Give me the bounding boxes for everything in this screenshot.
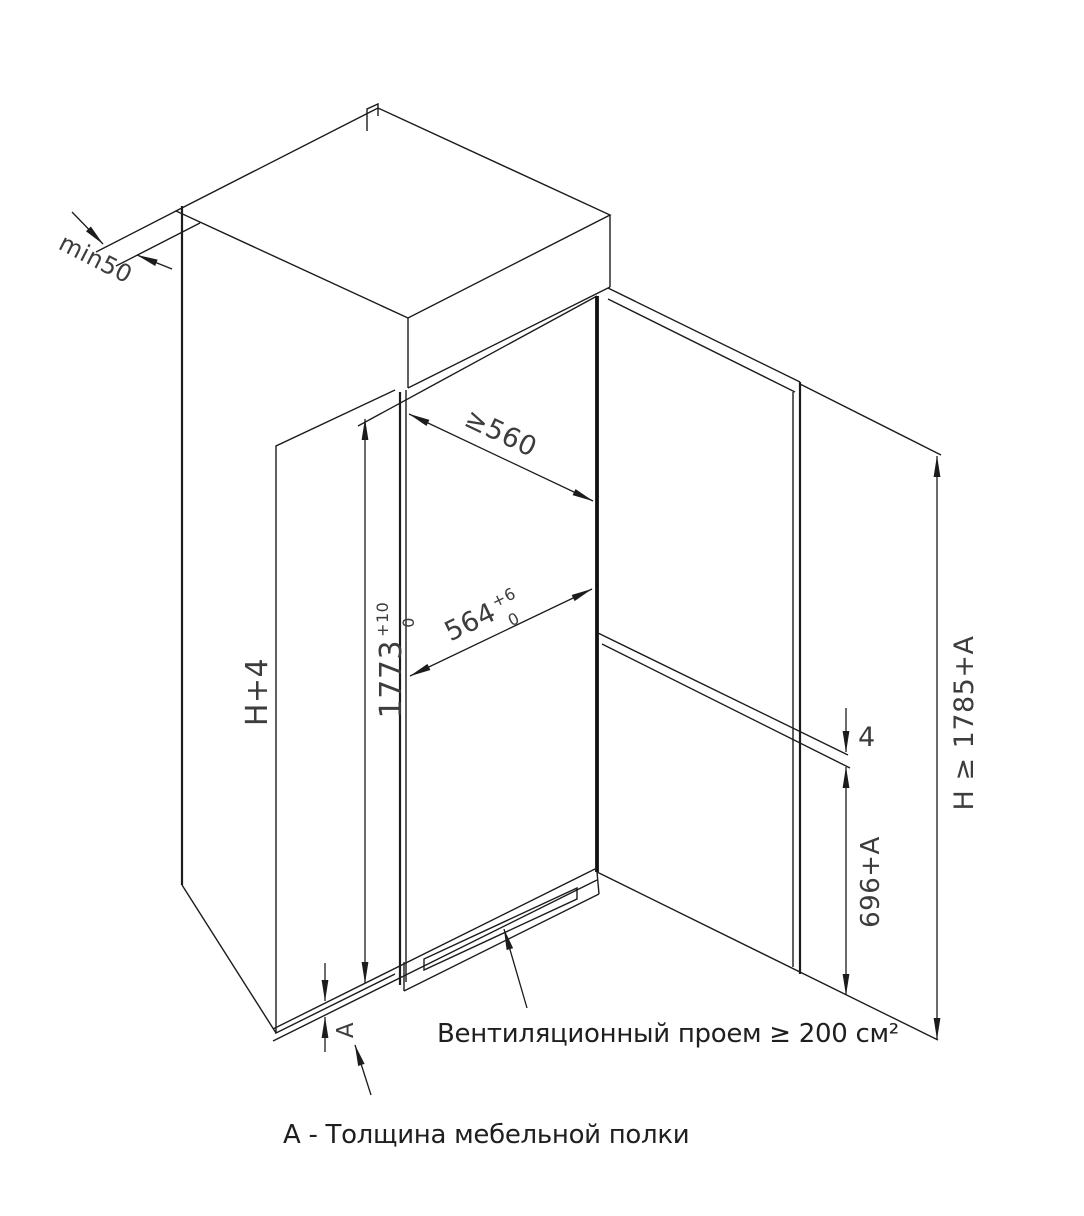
- niche-width-tol-lower: 0: [504, 608, 523, 631]
- niche-height-label: [373, 602, 418, 719]
- side-wall-and-top-panel: [96, 206, 276, 1033]
- vent-note: Вентиляционный проем ≥ 200 см²: [437, 1019, 899, 1049]
- dimension-564: [410, 584, 592, 676]
- upper-door-top-edge-outer: [608, 288, 800, 382]
- niche-depth-label: ≥560: [459, 402, 542, 464]
- dimension-gap-4: [846, 708, 876, 753]
- lower-door-height-label: 696+A: [856, 836, 886, 928]
- lower-door-bottom-and-floor-line: [597, 872, 938, 1040]
- top-face: [176, 108, 610, 318]
- shelf-bottom-edge: [273, 880, 597, 1041]
- front-panel-height-label: H+4: [240, 657, 275, 727]
- niche-height-tol-lower: 0: [399, 617, 418, 628]
- legend-note: А - Толщина мебельной полки: [283, 1120, 690, 1150]
- top-panel-back-edge-extension: [96, 211, 176, 252]
- plinth: [404, 872, 599, 1008]
- ventilation-slot: [424, 888, 577, 970]
- shelf-thickness-label: А: [333, 1021, 359, 1039]
- dimension-min50: [54, 212, 172, 289]
- shelf-leader-arrow: [355, 1045, 371, 1095]
- niche-width-tol-upper: +6: [488, 583, 519, 612]
- vent-leader-arrow: [504, 929, 527, 1008]
- upper-door-top-edge-inner: [608, 299, 795, 392]
- bottom-shelf: [273, 868, 597, 1095]
- top-notch: [367, 104, 378, 131]
- dimension-560: [409, 403, 593, 501]
- niche-width-value: 564: [439, 596, 502, 648]
- lower-door-top-edge: [602, 644, 850, 768]
- niche-height-tol-upper: +10: [373, 601, 392, 637]
- niche-width-label: [439, 584, 529, 657]
- dimension-696A: [846, 767, 886, 995]
- plinth-right-edge: [597, 872, 599, 894]
- upper-door-panel: [598, 288, 848, 974]
- dimension-1773: [365, 419, 418, 983]
- wall-bottom-edge: [182, 885, 276, 1033]
- dimension-overall-height: [800, 384, 980, 1039]
- shelf-top-edge: [273, 868, 597, 1029]
- niche-height-value: 1773: [374, 639, 409, 719]
- upper-cabinet-box: [176, 104, 610, 388]
- upper-door-bottom-edge: [598, 633, 848, 755]
- front-panel-H4: [240, 390, 395, 1033]
- overall-height-label: H ≥ 1785+A: [949, 635, 980, 811]
- min50-label: min50: [54, 228, 137, 290]
- min50-arrow-lower: [137, 255, 172, 269]
- plinth-bottom-edge: [404, 894, 599, 991]
- height-extension-line: [800, 384, 941, 455]
- lower-door-panel: [597, 644, 938, 1040]
- door-gap-label: 4: [858, 722, 876, 753]
